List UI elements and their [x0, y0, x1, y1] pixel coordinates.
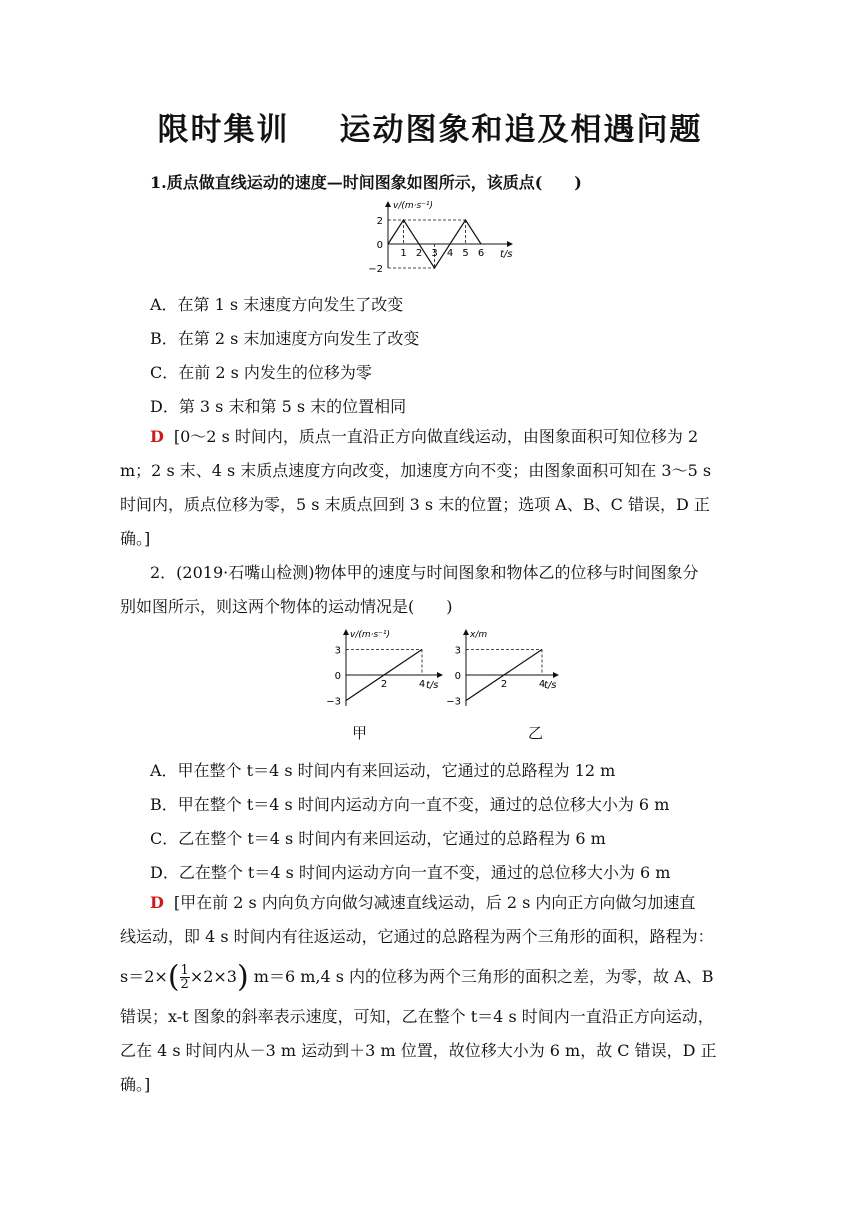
- q2-option-d: D．乙在整个 t＝4 s 时间内运动方向一直不变，通过的总位移大小为 6 m: [150, 863, 671, 882]
- q1-y-tick-label: −2: [368, 264, 383, 272]
- q2-explanation: [120, 886, 740, 1102]
- yi-x-tick-label: 4: [538, 679, 546, 690]
- q1-expl-line3: 时间内，质点位移为零，5 s 末质点回到 3 s 末的位置；选项 A、B、C 错误，D 正: [120, 495, 710, 514]
- q2-expl-line5: 乙在 4 s 时间内从－3 m 运动到＋3 m 位置，故位移大小为 6 m，故 C 错误，D 正: [120, 1041, 717, 1060]
- yi-x-axis-label: t/s: [544, 680, 557, 691]
- q1-expl-line2: m；2 s 末、4 s 末质点速度方向改变，加速度方向不变；由图象面积可知在 3～5 s: [120, 461, 712, 480]
- q2-answer-key: D: [150, 893, 164, 912]
- q2-option-c: C．乙在整个 t＝4 s 时间内有来回运动，它通过的总路程为 6 m: [150, 829, 606, 848]
- yi-y-tick-label: 0: [454, 671, 461, 682]
- q1-x-tick-label: 2: [415, 248, 423, 259]
- formula-suffix: m＝6 m,4 s 内的位移为两个三角形的面积之差，为零，故 A、B: [253, 967, 714, 986]
- q1-vt-graph: [360, 196, 520, 272]
- q1-x-tick-label: 1: [400, 248, 407, 259]
- q2-formula-line: s＝2×( $\frac{1}{2}$ ×2×3) m＝6 m,4 s 内的位移为两个三角形的面积之差，为零，故 A、B: [120, 959, 714, 995]
- q1-x-tick-label: 4: [446, 248, 454, 259]
- yi-y-tick-label: 3: [454, 645, 461, 657]
- fraction-denominator: 2: [180, 977, 189, 992]
- q2-stem-line2: 别如图所示，则这两个物体的运动情况是( ): [120, 597, 453, 616]
- jia-y-tick-label: 0: [334, 671, 341, 682]
- jia-x-tick-label: 2: [380, 679, 388, 690]
- q1-x-tick-label: 6: [477, 248, 485, 259]
- q1-x-tick-label: 5: [462, 248, 469, 259]
- q1-answer-key: D: [150, 427, 164, 446]
- formula-prefix: s＝2×: [120, 967, 168, 986]
- yi-y-axis-label: x/m: [470, 630, 488, 640]
- q2-expl-line4: 错误；x-t 图象的斜率表示速度，可知，乙在整个 t＝4 s 时间内一直沿正方向运动，: [120, 1007, 714, 1026]
- q1-y-tick-label: 2: [376, 216, 383, 227]
- q2-option-b: B．甲在整个 t＝4 s 时间内运动方向一直不变，通过的总位移大小为 6 m: [150, 795, 670, 814]
- jia-x-tick-label: 4: [418, 679, 426, 690]
- q1-y-axis-label: v/(m·s⁻¹): [393, 201, 434, 211]
- jia-y-tick-label: −3: [326, 696, 341, 708]
- q1-stem: 1.质点做直线运动的速度—时间图象如图所示，该质点( ): [150, 173, 582, 192]
- title-part1: 限时集训: [157, 112, 290, 148]
- jia-x-axis-label: t/s: [426, 680, 439, 691]
- q2-graph-yi: [440, 626, 570, 710]
- yi-y-tick-label: −3: [446, 696, 461, 708]
- q1-option-b: B．在第 2 s 末加速度方向发生了改变: [150, 329, 420, 348]
- page-title: [0, 104, 860, 149]
- q1-expl-line4: 确。]: [120, 529, 151, 548]
- q1-explanation: [120, 420, 740, 556]
- q1-x-axis-label: t/s: [500, 249, 513, 260]
- q2-expl-line2: 线运动，即 4 s 时间内有往返运动，它通过的总路程为两个三角形的面积，路程为：: [120, 927, 714, 946]
- q1-y-tick-label: 0: [376, 240, 383, 251]
- title-part2: 运动图象和追及相遇问题: [339, 112, 703, 148]
- fraction-numerator: 1: [180, 963, 189, 978]
- q1-option-a: A．在第 1 s 末速度方向发生了改变: [150, 295, 404, 314]
- q2-option-a: A．甲在整个 t＝4 s 时间内有来回运动，它通过的总路程为 12 m: [150, 761, 616, 780]
- q2-graph-jia: [320, 626, 450, 710]
- formula-mid: ×2×3: [189, 967, 237, 986]
- fraction: [180, 964, 190, 991]
- q2-stem-line1: 2．(2019·石嘴山检测)物体甲的速度与时间图象和物体乙的位移与时间图象分: [150, 563, 699, 582]
- q1-option-c: C．在前 2 s 内发生的位移为零: [150, 363, 372, 382]
- q1-expl-line1: [0～2 s 时间内，质点一直沿正方向做直线运动，由图象面积可知位移为 2: [173, 427, 699, 446]
- q1-x-tick-label: 3: [431, 248, 438, 259]
- jia-y-tick-label: 3: [334, 645, 341, 657]
- caption-yi: 乙: [528, 724, 544, 742]
- q2-expl-line6: 确。]: [120, 1075, 151, 1094]
- q2-expl-line1: [甲在前 2 s 内向负方向做匀减速直线运动，后 2 s 内向正方向做匀加速直: [173, 893, 696, 912]
- q2-stem: [120, 556, 740, 624]
- yi-x-tick-label: 2: [500, 679, 508, 690]
- jia-y-axis-label: v/(m·s⁻¹): [350, 630, 391, 640]
- q1-option-d: D．第 3 s 末和第 5 s 末的位置相同: [150, 397, 407, 416]
- caption-jia: 甲: [352, 724, 368, 742]
